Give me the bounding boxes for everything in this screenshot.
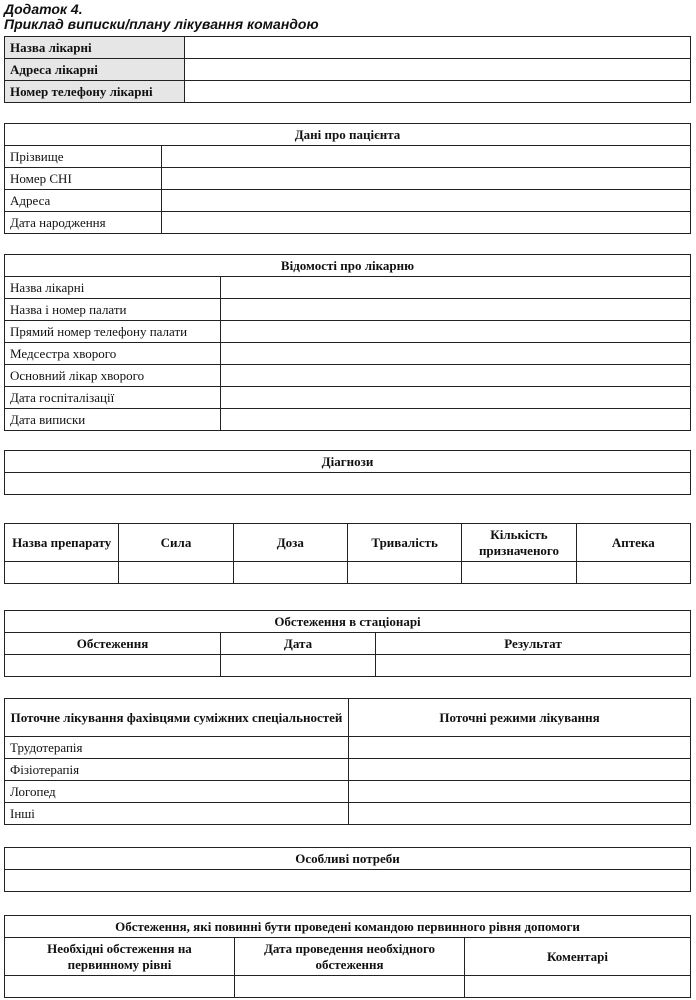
document-heading-line1: Додаток 4. bbox=[4, 1, 83, 17]
inpatient-col-date: Дата bbox=[221, 633, 376, 655]
allied-physio-label: Фізіотерапія bbox=[5, 759, 349, 781]
ward-phone-field[interactable] bbox=[221, 321, 691, 343]
ward-phone-label: Прямий номер телефону палати bbox=[5, 321, 221, 343]
med-cell-name[interactable] bbox=[5, 562, 119, 584]
primary-section-title: Обстеження, які повинні бути проведені командою первинного рівня допомоги bbox=[5, 916, 691, 938]
inpatient-tests-table bbox=[4, 610, 691, 677]
med-col-pharmacy: Аптека bbox=[576, 524, 690, 562]
hospital-name-label: Назва лікарні bbox=[5, 37, 185, 59]
allied-other-field[interactable] bbox=[349, 803, 691, 825]
med-col-quantity: Кількість призначеного bbox=[462, 524, 576, 562]
hospital-phone-field[interactable] bbox=[185, 81, 691, 103]
primary-cell-comments[interactable] bbox=[465, 976, 691, 998]
med-col-duration: Тривалість bbox=[347, 524, 461, 562]
med-col-strength: Сила bbox=[119, 524, 233, 562]
primary-col-date: Дата проведення необхідного обстеження bbox=[235, 938, 465, 976]
ward-discharge-field[interactable] bbox=[221, 409, 691, 431]
special-needs-table bbox=[4, 847, 691, 892]
ward-nurse-label: Медсестра хворого bbox=[5, 343, 221, 365]
diagnosis-field[interactable] bbox=[5, 473, 691, 495]
allied-occupational-field[interactable] bbox=[349, 737, 691, 759]
allied-speech-field[interactable] bbox=[349, 781, 691, 803]
ward-discharge-label: Дата виписки bbox=[5, 409, 221, 431]
hospital-address-field[interactable] bbox=[185, 59, 691, 81]
ward-doctor-label: Основний лікар хворого bbox=[5, 365, 221, 387]
allied-physio-field[interactable] bbox=[349, 759, 691, 781]
inpatient-cell-date[interactable] bbox=[221, 655, 376, 677]
ward-admission-field[interactable] bbox=[221, 387, 691, 409]
hospital-table bbox=[4, 36, 691, 103]
primary-col-tests: Необхідні обстеження на первинному рівні bbox=[5, 938, 235, 976]
ward-hospital-name-label: Назва лікарні bbox=[5, 277, 221, 299]
ward-admission-label: Дата госпіталізації bbox=[5, 387, 221, 409]
document-heading-line2: Приклад виписки/плану лікування командою bbox=[4, 16, 319, 32]
patient-chi-label: Номер СНІ bbox=[5, 168, 162, 190]
ward-doctor-field[interactable] bbox=[221, 365, 691, 387]
allied-speech-label: Логопед bbox=[5, 781, 349, 803]
patient-chi-field[interactable] bbox=[162, 168, 691, 190]
patient-address-field[interactable] bbox=[162, 190, 691, 212]
med-col-name: Назва препарату bbox=[5, 524, 119, 562]
primary-cell-date[interactable] bbox=[235, 976, 465, 998]
allied-occupational-label: Трудотерапія bbox=[5, 737, 349, 759]
hospital-address-label: Адреса лікарні bbox=[5, 59, 185, 81]
med-cell-pharmacy[interactable] bbox=[576, 562, 690, 584]
hospital-name-field[interactable] bbox=[185, 37, 691, 59]
hospital-phone-label: Номер телефону лікарні bbox=[5, 81, 185, 103]
primary-care-table bbox=[4, 915, 691, 998]
med-cell-dose[interactable] bbox=[233, 562, 347, 584]
med-cell-strength[interactable] bbox=[119, 562, 233, 584]
patient-address-label: Адреса bbox=[5, 190, 162, 212]
inpatient-col-result: Результат bbox=[376, 633, 691, 655]
diagnosis-section-title: Діагнози bbox=[5, 451, 691, 473]
med-cell-duration[interactable] bbox=[347, 562, 461, 584]
allied-other-label: Інші bbox=[5, 803, 349, 825]
medication-table bbox=[4, 523, 691, 584]
patient-dob-field[interactable] bbox=[162, 212, 691, 234]
allied-treatment-table bbox=[4, 698, 691, 825]
inpatient-col-test: Обстеження bbox=[5, 633, 221, 655]
patient-table bbox=[4, 123, 691, 234]
ward-section-title: Відомості про лікарню bbox=[5, 255, 691, 277]
inpatient-cell-test[interactable] bbox=[5, 655, 221, 677]
med-col-dose: Доза bbox=[233, 524, 347, 562]
primary-cell-tests[interactable] bbox=[5, 976, 235, 998]
ward-number-field[interactable] bbox=[221, 299, 691, 321]
inpatient-section-title: Обстеження в стаціонарі bbox=[5, 611, 691, 633]
patient-section-title: Дані про пацієнта bbox=[5, 124, 691, 146]
patient-surname-label: Прізвище bbox=[5, 146, 162, 168]
special-needs-title: Особливі потреби bbox=[5, 848, 691, 870]
diagnosis-table bbox=[4, 450, 691, 495]
inpatient-cell-result[interactable] bbox=[376, 655, 691, 677]
patient-surname-field[interactable] bbox=[162, 146, 691, 168]
primary-col-comments: Коментарі bbox=[465, 938, 691, 976]
special-needs-field[interactable] bbox=[5, 870, 691, 892]
allied-col-specialists: Поточне лікування фахівцями суміжних спеціальностей bbox=[5, 699, 349, 737]
med-cell-quantity[interactable] bbox=[462, 562, 576, 584]
ward-hospital-name-field[interactable] bbox=[221, 277, 691, 299]
allied-col-regimens: Поточні режими лікування bbox=[349, 699, 691, 737]
ward-nurse-field[interactable] bbox=[221, 343, 691, 365]
ward-table bbox=[4, 254, 691, 431]
ward-number-label: Назва і номер палати bbox=[5, 299, 221, 321]
patient-dob-label: Дата народження bbox=[5, 212, 162, 234]
